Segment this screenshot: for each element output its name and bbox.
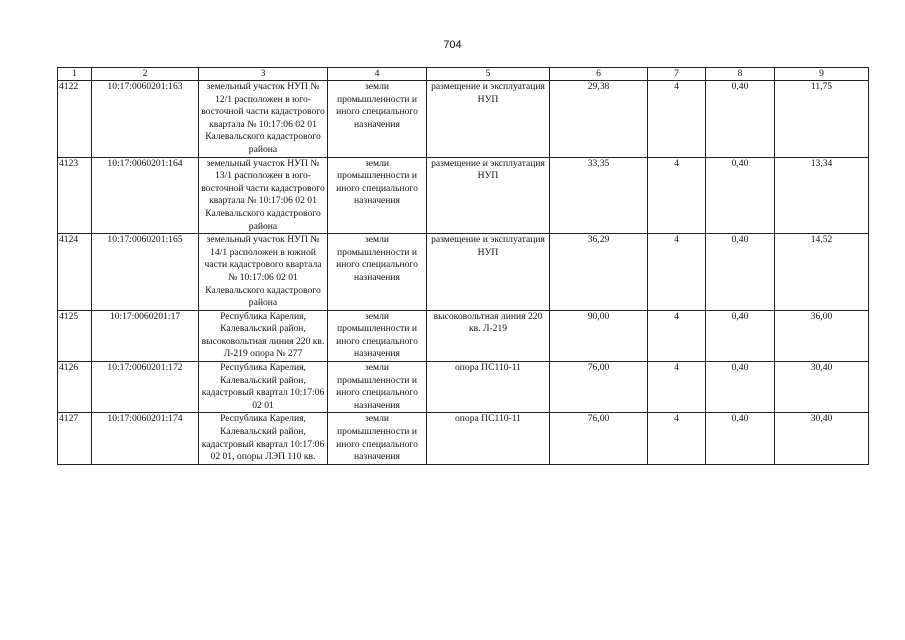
land-category-cell: земли промышленности и иного специального назначения [328, 362, 427, 413]
col6-cell: 90,00 [550, 310, 648, 361]
row-number-cell: 4125 [58, 310, 92, 361]
land-category-cell: земли промышленности и иного специального назначения [328, 81, 427, 158]
column-header: 5 [427, 68, 550, 81]
page-number: 704 [443, 39, 462, 51]
col8-cell: 0,40 [706, 362, 775, 413]
col6-cell: 36,29 [550, 234, 648, 311]
table-row [58, 81, 869, 158]
col8-cell: 0,40 [706, 157, 775, 234]
header-row [58, 68, 869, 81]
row-number-cell: 4127 [58, 413, 92, 464]
row-number-cell: 4123 [58, 157, 92, 234]
column-header: 9 [775, 68, 869, 81]
col8-cell: 0,40 [706, 81, 775, 158]
col9-cell: 36,00 [775, 310, 869, 361]
col6-cell: 76,00 [550, 413, 648, 464]
column-header: 3 [199, 68, 328, 81]
table-row [58, 310, 869, 361]
land-category-cell: земли промышленности и иного специального назначения [328, 234, 427, 311]
description-cell: земельный участок НУП № 14/1 расположен в южной части кадастрового квартала № 10:17:06 02 01 Калевальского кадастрового района [199, 234, 328, 311]
col7-cell: 4 [648, 81, 706, 158]
table-row [58, 362, 869, 413]
land-category-cell: земли промышленности и иного специального назначения [328, 413, 427, 464]
column-header: 2 [92, 68, 199, 81]
col9-cell: 30,40 [775, 362, 869, 413]
column-header: 8 [706, 68, 775, 81]
permitted-use-cell: размещение и эксплуатация НУП [427, 81, 550, 158]
cadastral-number-cell: 10:17:0060201:172 [92, 362, 199, 413]
permitted-use-cell: размещение и эксплуатация НУП [427, 157, 550, 234]
table-body [58, 81, 869, 465]
table-row [58, 234, 869, 311]
description-cell: земельный участок НУП № 13/1 расположен в юго-восточной части кадастрового квартала № 10:17:06 02 01 Калевальского кадастрового района [199, 157, 328, 234]
table-row [58, 157, 869, 234]
description-cell: земельный участок НУП № 12/1 расположен в юго-восточной части кадастрового квартала № 10:17:06 02 01 Калевальского кадастрового района [199, 81, 328, 158]
cadastral-number-cell: 10:17:0060201:163 [92, 81, 199, 158]
col7-cell: 4 [648, 413, 706, 464]
land-plots-table [57, 67, 869, 465]
table-row [58, 413, 869, 464]
permitted-use-cell: опора ПС110-11 [427, 413, 550, 464]
cadastral-number-cell: 10:17:0060201:164 [92, 157, 199, 234]
row-number-cell: 4122 [58, 81, 92, 158]
row-number-cell: 4126 [58, 362, 92, 413]
col9-cell: 13,34 [775, 157, 869, 234]
column-header: 7 [648, 68, 706, 81]
permitted-use-cell: опора ПС110-11 [427, 362, 550, 413]
description-cell: Республика Карелия, Калевальский район, высоковольтная линия 220 кв. Л-219 опора № 277 [199, 310, 328, 361]
col7-cell: 4 [648, 310, 706, 361]
permitted-use-cell: размещение и эксплуатация НУП [427, 234, 550, 311]
column-header: 1 [58, 68, 92, 81]
col6-cell: 29,38 [550, 81, 648, 158]
column-header: 6 [550, 68, 648, 81]
cadastral-number-cell: 10:17:0060201:174 [92, 413, 199, 464]
col6-cell: 33,35 [550, 157, 648, 234]
row-number-cell: 4124 [58, 234, 92, 311]
col9-cell: 30,40 [775, 413, 869, 464]
col7-cell: 4 [648, 234, 706, 311]
permitted-use-cell: высоковольтная линия 220 кв. Л-219 [427, 310, 550, 361]
col9-cell: 14,52 [775, 234, 869, 311]
col8-cell: 0,40 [706, 310, 775, 361]
col7-cell: 4 [648, 362, 706, 413]
col9-cell: 11,75 [775, 81, 869, 158]
description-cell: Республика Карелия, Калевальский район, кадастровый квартал 10:17:06 02 01 [199, 362, 328, 413]
col6-cell: 76,00 [550, 362, 648, 413]
table-header [58, 68, 869, 81]
col7-cell: 4 [648, 157, 706, 234]
col8-cell: 0,40 [706, 234, 775, 311]
land-category-cell: земли промышленности и иного специального назначения [328, 310, 427, 361]
column-header: 4 [328, 68, 427, 81]
cadastral-number-cell: 10:17:0060201:165 [92, 234, 199, 311]
col8-cell: 0,40 [706, 413, 775, 464]
cadastral-number-cell: 10:17:0060201:17 [92, 310, 199, 361]
land-category-cell: земли промышленности и иного специального назначения [328, 157, 427, 234]
description-cell: Республика Карелия, Калевальский район, кадастровый квартал 10:17:06 02 01, опоры ЛЭП 110 кв. [199, 413, 328, 464]
